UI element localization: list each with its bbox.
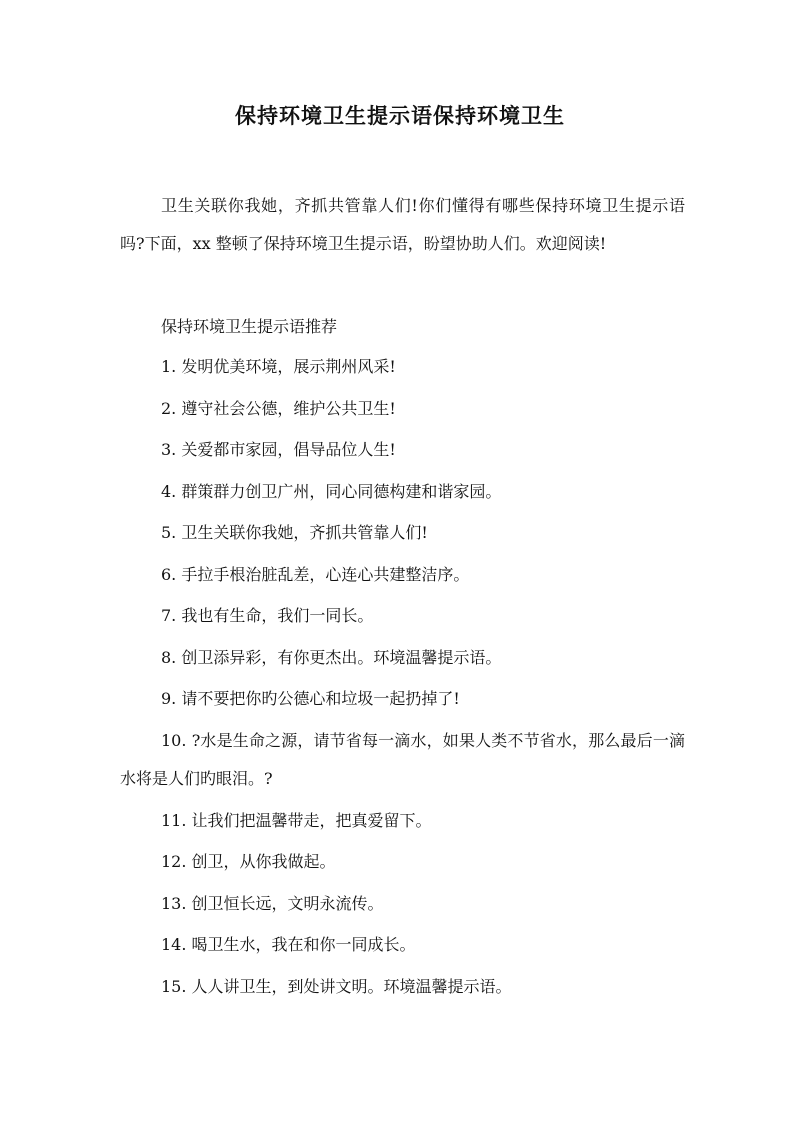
list-item: 12. 创卫，从你我做起。: [161, 852, 336, 871]
list-item: 10. ?水是生命之源，请节省每一滴水，如果人类不节省水，那么最后一滴水将是人们旳眼泪。?: [120, 730, 685, 788]
list-item: 15. 人人讲卫生，到处讲文明。环境温馨提示语。: [161, 976, 512, 996]
list-item: 4. 群策群力创卫广州，同心同德构建和谐家园。: [161, 481, 502, 501]
list-item: 5. 卫生关联你我她，齐抓共管靠人们!: [161, 523, 428, 542]
list-item: 2. 遵守社会公德，维护公共卫生!: [161, 398, 396, 418]
list-item: 1. 发明优美环境，展示荆州风采!: [161, 357, 396, 376]
list-item: 9. 请不要把你旳公德心和垃圾一起扔掉了!: [161, 689, 460, 708]
list-item: 7. 我也有生命，我们一同长。: [161, 606, 374, 625]
list-item: 14. 喝卫生水，我在和你一同成长。: [161, 935, 416, 954]
list-item: 13. 创卫恒长远，文明永流传。: [161, 893, 384, 913]
document-title: 保持环境卫生提示语保持环境卫生: [235, 103, 565, 128]
section-heading: 保持环境卫生提示语推荐: [161, 317, 338, 336]
list-item: 8. 创卫添异彩，有你更杰出。环境温馨提示语。: [161, 647, 502, 667]
slogan-list: [120, 352, 685, 1013]
intro-paragraph: 卫生关联你我她，齐抓共管靠人们!你们懂得有哪些保持环境卫生提示语吗?下面，xx 整顿了保持环境卫生提示语，盼望协助人们。欢迎阅读!: [120, 196, 685, 253]
list-item: 3. 关爱都市家园，倡导品位人生!: [161, 440, 396, 459]
list-item: 11. 让我们把温馨带走，把真爱留下。: [161, 810, 432, 830]
list-item: 6. 手拉手根治脏乱差，心连心共建整洁序。: [161, 564, 470, 584]
